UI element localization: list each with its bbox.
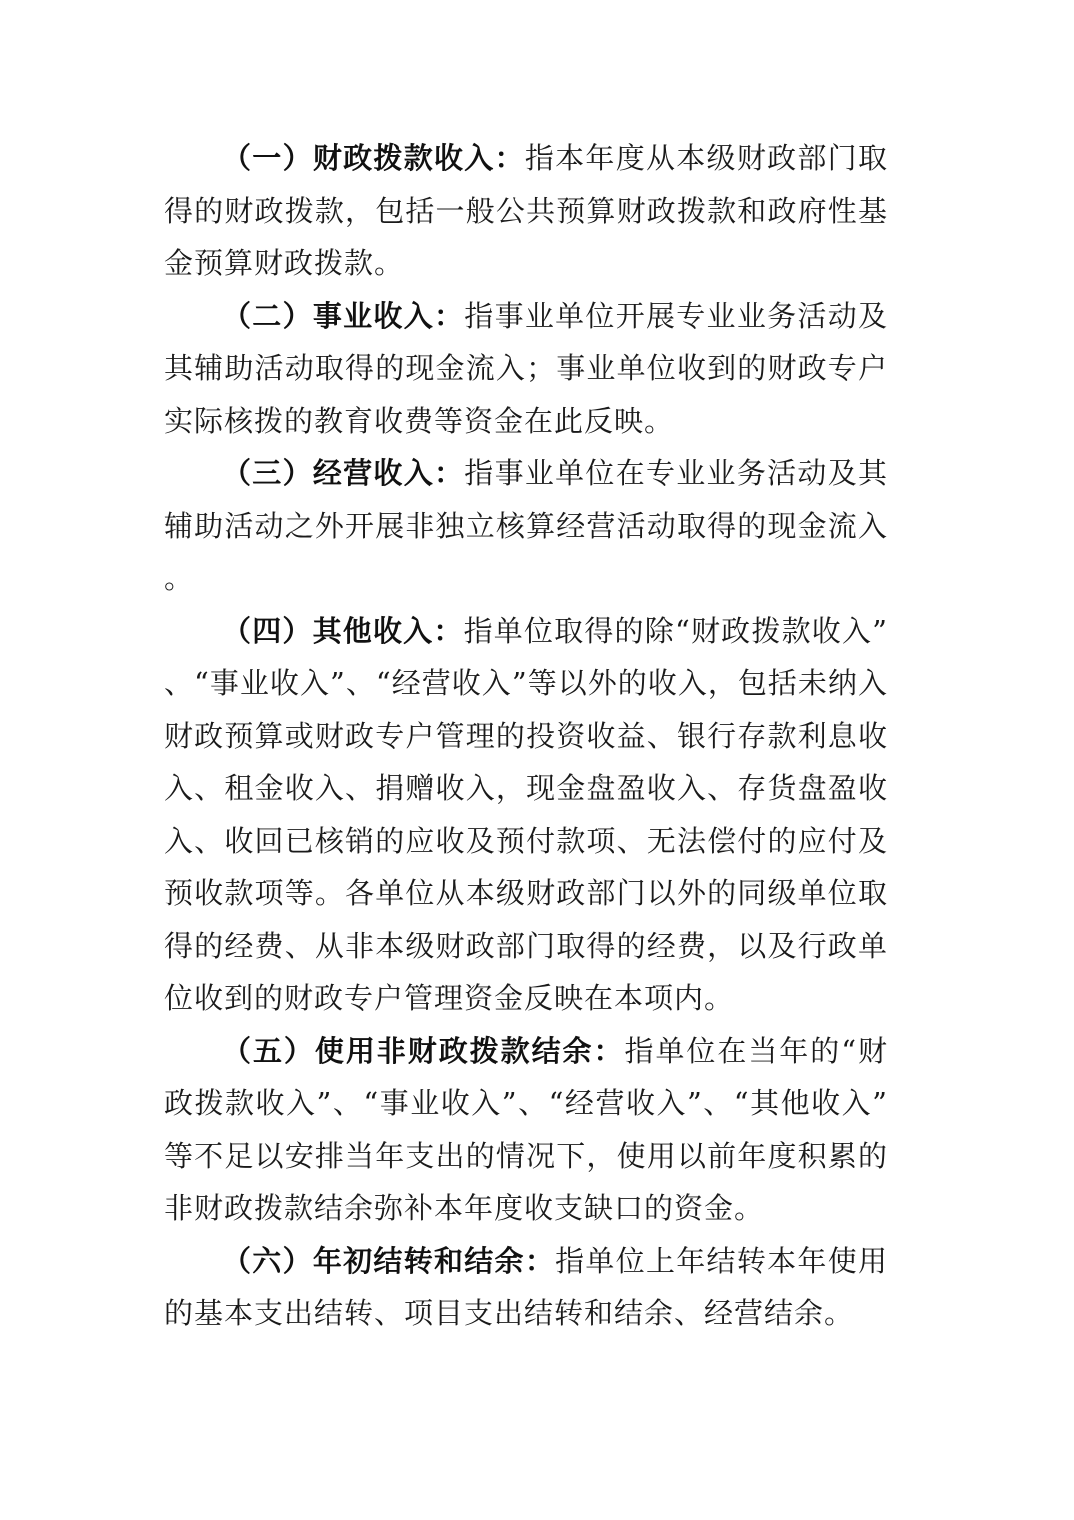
paragraph-other-income	[164, 605, 888, 1025]
paragraph-fiscal-appropriation-income	[164, 132, 888, 290]
paragraph-use-of-non-fiscal-balance	[164, 1025, 888, 1235]
paragraph-body: 指单位在当年的“财政拨款收入”、“事业收入”、“经营收入”、“其他收入”等不足以安排当年支出的情况下，使用以前年度积累的非财政拨款结余弥补本年度收支缺口的资金。	[164, 1033, 888, 1225]
paragraph-business-income	[164, 290, 888, 448]
paragraph-heading: （一）财政拨款收入：	[222, 141, 525, 175]
paragraph-body: 指本年度从本级财政部门取得的财政拨款，包括一般公共预算财政拨款和政府性基金预算财政拨款。	[164, 141, 888, 280]
paragraph-heading: （五）使用非财政拨款结余：	[222, 1033, 625, 1068]
paragraph-heading: （三）经营收入：	[222, 456, 465, 490]
paragraph-body: 指单位上年结转本年使用的基本支出结转、项目支出结转和结余、经营结余。	[164, 1243, 888, 1330]
paragraph-operating-income	[164, 447, 888, 605]
paragraph-heading: （四）其他收入：	[222, 613, 464, 648]
paragraph-body: 指事业单位开展专业业务活动及其辅助活动取得的现金流入；事业单位收到的财政专户实际核拨的教育收费等资金在此反映。	[164, 298, 888, 438]
paragraph-heading: （二）事业收入：	[222, 298, 465, 333]
paragraph-body: 指单位取得的除“财政拨款收入”、“事业收入”、“经营收入”等以外的收入，包括未纳入财政预算或财政专户管理的投资收益、银行存款利息收入、租金收入、捐赠收入，现金盘盈收入、存货盘盈收入、收回已核销的应收及预付款项、无法偿付的应付及预收款项等。各单位从本级财政部门以外的同级单位取得的经费、从非本级财政部门取得的经费，以及行政单位收到的财政专户管理资金反映在本项内。	[164, 613, 888, 1015]
paragraph-heading: （六）年初结转和结余：	[222, 1243, 556, 1278]
document-page	[164, 132, 888, 1340]
paragraph-beginning-carryover-and-balance	[164, 1235, 888, 1340]
paragraph-body: 指事业单位在专业业务活动及其辅助活动之外开展非独立核算经营活动取得的现金流入。	[164, 456, 888, 595]
